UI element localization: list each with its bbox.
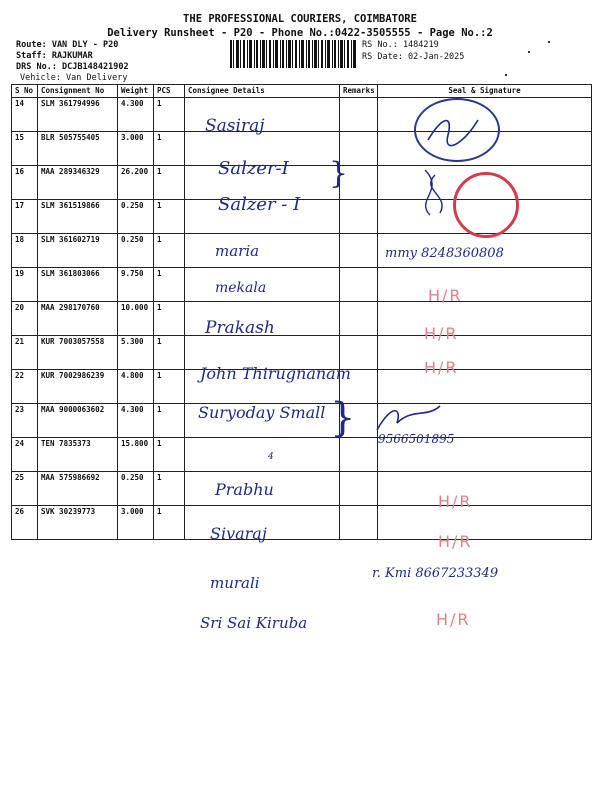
pcs-cell: 1 bbox=[154, 268, 185, 302]
pcs-cell: 1 bbox=[154, 200, 185, 234]
consignee-handwriting: Sasiraj bbox=[205, 116, 265, 136]
company-title: THE PROFESSIONAL COURIERS, COIMBATORE bbox=[183, 13, 417, 25]
sno-cell: 26 bbox=[12, 506, 38, 540]
col-header-sno: S No bbox=[12, 85, 38, 98]
pcs-cell: 1 bbox=[154, 98, 185, 132]
table-row bbox=[12, 98, 592, 132]
sno-cell: 14 bbox=[12, 98, 38, 132]
weight-cell: 15.800 bbox=[118, 438, 154, 472]
consignee-handwriting: Sri Sai Kiruba bbox=[200, 614, 308, 632]
consignment-cell: MAA 289346329 bbox=[38, 166, 118, 200]
table-row bbox=[12, 234, 592, 268]
consignee-handwriting: Suryoday Small bbox=[198, 403, 326, 422]
table-row bbox=[12, 132, 592, 166]
signature-cell bbox=[378, 506, 592, 540]
consignment-cell: SLM 361794996 bbox=[38, 98, 118, 132]
pcs-cell: 1 bbox=[154, 132, 185, 166]
signature-cell bbox=[378, 302, 592, 336]
pcs-cell: 1 bbox=[154, 506, 185, 540]
col-header-weight: Weight bbox=[118, 85, 154, 98]
consignee-handwriting: Prabhu bbox=[215, 480, 274, 499]
consignment-cell: SLM 361803066 bbox=[38, 268, 118, 302]
signature-phone: 9566501895 bbox=[378, 432, 455, 446]
sno-cell: 23 bbox=[12, 404, 38, 438]
weight-cell: 26.200 bbox=[118, 166, 154, 200]
hr-mark: H/R bbox=[438, 492, 473, 511]
rs-date: RS Date: 02-Jan-2025 bbox=[362, 52, 465, 62]
staff-label: Staff: RAJKUMAR bbox=[16, 51, 93, 61]
table-row bbox=[12, 506, 592, 540]
pcs-cell: 1 bbox=[154, 336, 185, 370]
consignment-cell: KUR 7002986239 bbox=[38, 370, 118, 404]
signature-phone: mmy 8248360808 bbox=[385, 246, 504, 261]
rs-number: RS No.: 1484219 bbox=[362, 40, 439, 50]
scan-speck bbox=[528, 51, 530, 53]
remarks-cell bbox=[340, 472, 378, 506]
route-label: Route: VAN DLY - P20 bbox=[16, 40, 119, 50]
consignee-handwriting: Salzer - I bbox=[218, 194, 301, 215]
signature-scribble bbox=[410, 165, 470, 220]
pcs-cell: 1 bbox=[154, 404, 185, 438]
signature-cell bbox=[378, 336, 592, 370]
remarks-cell bbox=[340, 98, 378, 132]
sno-cell: 19 bbox=[12, 268, 38, 302]
consignment-cell: KUR 7003057558 bbox=[38, 336, 118, 370]
hr-mark: H/R bbox=[438, 532, 473, 551]
consignee-handwriting: mekala bbox=[215, 280, 267, 296]
weight-cell: 5.300 bbox=[118, 336, 154, 370]
consignee-cell bbox=[185, 438, 340, 472]
consignee-handwriting: John Thirugnanam bbox=[200, 364, 351, 383]
sno-cell: 15 bbox=[12, 132, 38, 166]
sno-cell: 20 bbox=[12, 302, 38, 336]
consignment-cell: MAA 575986692 bbox=[38, 472, 118, 506]
consignee-cell bbox=[185, 234, 340, 268]
consignment-cell: MAA 298170760 bbox=[38, 302, 118, 336]
sno-cell: 16 bbox=[12, 166, 38, 200]
hr-mark: H/R bbox=[424, 324, 459, 343]
sno-cell: 21 bbox=[12, 336, 38, 370]
consignee-handwriting: 4 bbox=[268, 452, 274, 462]
barcode-image bbox=[230, 40, 358, 68]
consignment-cell: SVK 30239773 bbox=[38, 506, 118, 540]
consignment-cell: BLR 505755405 bbox=[38, 132, 118, 166]
sno-cell: 17 bbox=[12, 200, 38, 234]
weight-cell: 0.250 bbox=[118, 472, 154, 506]
hr-mark: H/R bbox=[436, 610, 471, 629]
consignee-handwriting: Salzer-I bbox=[218, 158, 289, 179]
col-header-consignment: Consignment No bbox=[38, 85, 118, 98]
remarks-cell bbox=[340, 200, 378, 234]
pcs-cell: 1 bbox=[154, 438, 185, 472]
col-header-remarks: Remarks bbox=[340, 85, 378, 98]
sno-cell: 25 bbox=[12, 472, 38, 506]
remarks-cell bbox=[340, 268, 378, 302]
consignment-cell: SLM 361519866 bbox=[38, 200, 118, 234]
signature-cell bbox=[378, 268, 592, 302]
consignment-cell: MAA 9000063602 bbox=[38, 404, 118, 438]
weight-cell: 3.000 bbox=[118, 132, 154, 166]
runsheet-subtitle: Delivery Runsheet - P20 - Phone No.:0422-3505555 - Page No.:2 bbox=[107, 27, 493, 39]
pcs-cell: 1 bbox=[154, 302, 185, 336]
signature-cell bbox=[378, 472, 592, 506]
pcs-cell: 1 bbox=[154, 234, 185, 268]
table-row bbox=[12, 268, 592, 302]
hr-mark: H/R bbox=[428, 286, 463, 305]
vehicle-label: Vehicle: Van Delivery bbox=[20, 73, 128, 83]
sno-cell: 24 bbox=[12, 438, 38, 472]
consignee-handwriting: murali bbox=[210, 574, 260, 592]
sno-cell: 18 bbox=[12, 234, 38, 268]
scan-speck bbox=[505, 74, 507, 76]
weight-cell: 0.250 bbox=[118, 234, 154, 268]
remarks-cell bbox=[340, 438, 378, 472]
table-row bbox=[12, 302, 592, 336]
remarks-cell bbox=[340, 506, 378, 540]
weight-cell: 3.000 bbox=[118, 506, 154, 540]
consignee-handwriting: Prakash bbox=[205, 318, 275, 338]
weight-cell: 0.250 bbox=[118, 200, 154, 234]
consignee-handwriting: Sivaraj bbox=[210, 524, 267, 543]
hr-mark: H/R bbox=[424, 358, 459, 377]
weight-cell: 10.000 bbox=[118, 302, 154, 336]
drs-label: DRS No.: DCJB148421902 bbox=[16, 62, 129, 72]
pcs-cell: 1 bbox=[154, 166, 185, 200]
sno-cell: 22 bbox=[12, 370, 38, 404]
table-row bbox=[12, 438, 592, 472]
bracket-mark: } bbox=[329, 156, 349, 191]
signature-phone: r. Kmi 8667233349 bbox=[372, 566, 499, 581]
signature-scribble bbox=[372, 398, 442, 438]
col-header-consignee: Consignee Details bbox=[185, 85, 340, 98]
pcs-cell: 1 bbox=[154, 370, 185, 404]
bracket-mark: } bbox=[330, 395, 356, 441]
scan-speck bbox=[548, 41, 550, 43]
table-header-row bbox=[12, 85, 592, 98]
remarks-cell bbox=[340, 302, 378, 336]
consignment-cell: TEN 7835373 bbox=[38, 438, 118, 472]
table-row bbox=[12, 472, 592, 506]
signature-scribble bbox=[418, 110, 488, 150]
remarks-cell bbox=[340, 234, 378, 268]
consignee-handwriting: maria bbox=[215, 242, 260, 260]
weight-cell: 4.300 bbox=[118, 98, 154, 132]
weight-cell: 4.300 bbox=[118, 404, 154, 438]
pcs-cell: 1 bbox=[154, 472, 185, 506]
weight-cell: 9.750 bbox=[118, 268, 154, 302]
consignment-cell: SLM 361602719 bbox=[38, 234, 118, 268]
col-header-signature: Seal & Signature bbox=[378, 85, 592, 98]
weight-cell: 4.800 bbox=[118, 370, 154, 404]
col-header-pcs: PCS bbox=[154, 85, 185, 98]
runsheet-table bbox=[11, 84, 592, 540]
